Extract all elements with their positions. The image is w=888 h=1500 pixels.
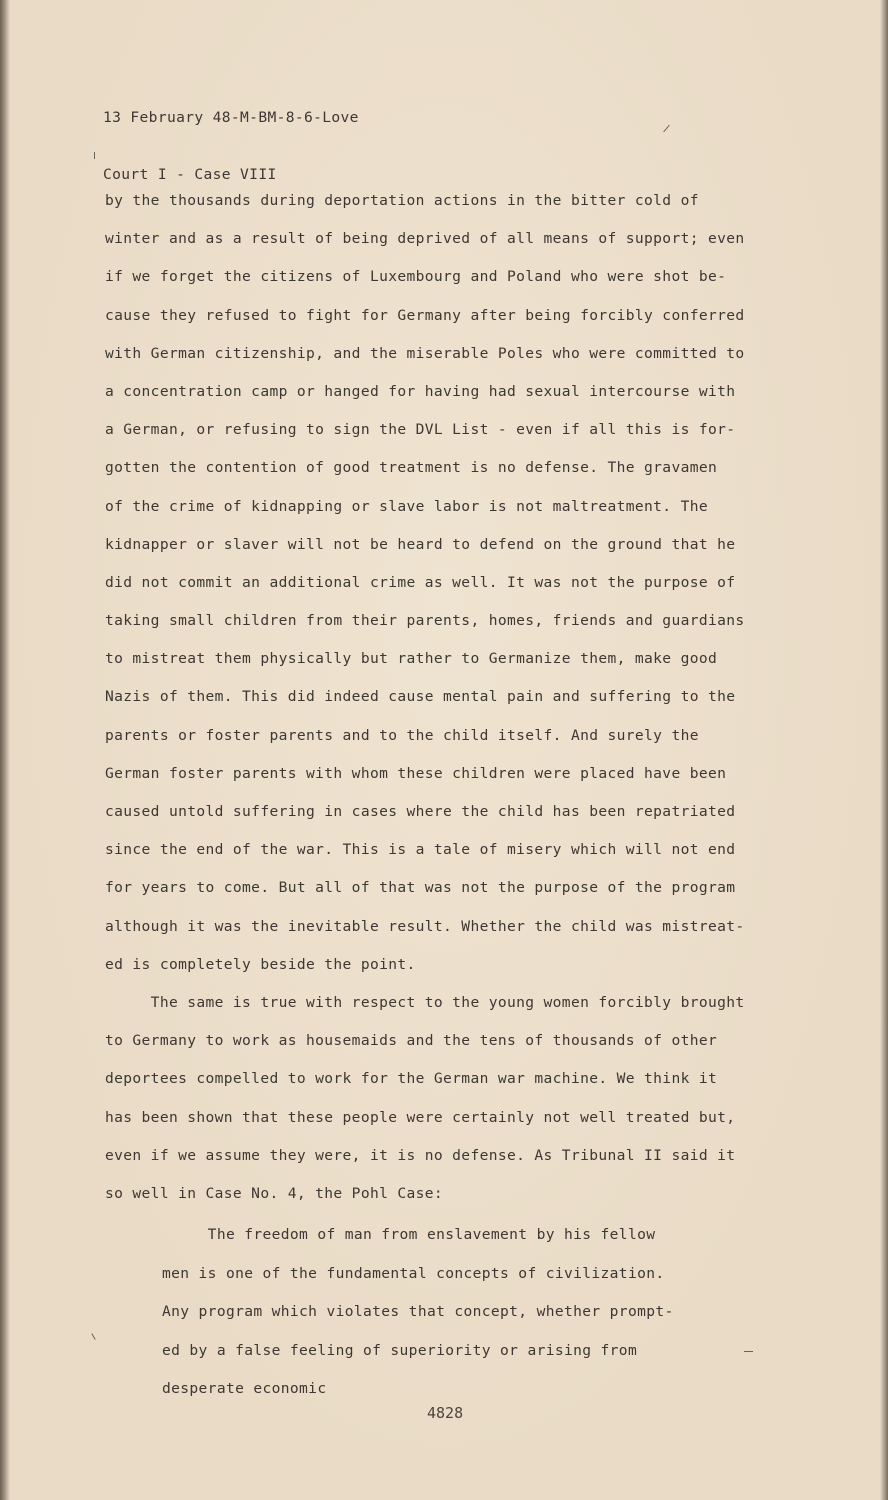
text-line: kidnapper or slaver will not be heard to defend on the ground that he xyxy=(105,535,736,553)
text-line: parents or foster parents and to the child itself. And surely the xyxy=(105,726,699,744)
body-text xyxy=(105,182,805,1213)
text-line: caused untold suffering in cases where the child has been repatriated xyxy=(105,803,736,820)
page-edge-shadow-right xyxy=(880,0,888,1500)
text-line: German foster parents with whom these children were placed have been xyxy=(105,764,727,782)
block-quotation xyxy=(162,1216,762,1409)
stray-pen-mark xyxy=(91,1333,95,1340)
text-line: if we forget the citizens of Luxembourg and Poland who were shot be- xyxy=(105,268,727,286)
page-number: 4828 xyxy=(427,1404,464,1422)
text-line: taking small children from their parents, homes, friends and guardians xyxy=(105,612,745,630)
text-line: to mistreat them physically but rather to Germanize them, make good xyxy=(105,650,718,668)
text-line: by the thousands during deportation actions in the bitter cold of xyxy=(105,192,699,209)
stray-pen-mark xyxy=(663,125,670,133)
text-line: cause they refused to fight for Germany after being forcibly conferred xyxy=(105,306,745,324)
text-line: The same is true with respect to the young women forcibly brought xyxy=(105,993,745,1011)
quote-line: Any program which violates that concept, whether prompt- xyxy=(162,1303,674,1320)
text-line: so well in Case No. 4, the Pohl Case: xyxy=(105,1184,444,1202)
quote-line: The freedom of man from enslavement by his fellow xyxy=(162,1226,656,1243)
text-line: with German citizenship, and the miserable Poles who were committed to xyxy=(105,344,745,362)
quote-line: desperate economic xyxy=(162,1380,327,1397)
text-line: for years to come. But all of that was not the purpose of the program xyxy=(105,879,736,897)
text-line: to Germany to work as housemaids and the tens of thousands of other xyxy=(105,1032,718,1050)
quote-line: men is one of the fundamental concepts of civilization. xyxy=(162,1264,665,1282)
text-line: Nazis of them. This did indeed cause mental pain and suffering to the xyxy=(105,688,736,706)
text-line: did not commit an additional crime as well. It was not the purpose of xyxy=(105,573,736,591)
text-line: a concentration camp or hanged for having had sexual intercourse with xyxy=(105,382,736,400)
text-line: of the crime of kidnapping or slave labor is not maltreatment. The xyxy=(105,497,708,515)
text-line: even if we assume they were, it is no defense. As Tribunal II said it xyxy=(105,1146,736,1164)
text-line: winter and as a result of being deprived of all means of support; even xyxy=(105,230,745,248)
text-line: has been shown that these people were certainly not well treated but, xyxy=(105,1108,736,1126)
header-date-reference: 13 February 48-M-BM-8-6-Love xyxy=(103,109,359,126)
header-court-case: Court I - Case VIII xyxy=(103,166,277,183)
stray-pen-mark xyxy=(744,1351,753,1352)
text-line: gotten the contention of good treatment is no defense. The gravamen xyxy=(105,459,718,477)
text-line: ed is completely beside the point. xyxy=(105,955,416,973)
stray-pen-mark xyxy=(94,152,95,159)
quote-line: ed by a false feeling of superiority or arising from xyxy=(162,1341,638,1359)
page-edge-shadow-left xyxy=(0,0,10,1500)
text-line: deportees compelled to work for the German war machine. We think it xyxy=(105,1070,718,1088)
text-line: since the end of the war. This is a tale of misery which will not end xyxy=(105,841,736,859)
text-line: a German, or refusing to sign the DVL List - even if all this is for- xyxy=(105,421,736,439)
text-line: although it was the inevitable result. Whether the child was mistreat- xyxy=(105,917,745,935)
